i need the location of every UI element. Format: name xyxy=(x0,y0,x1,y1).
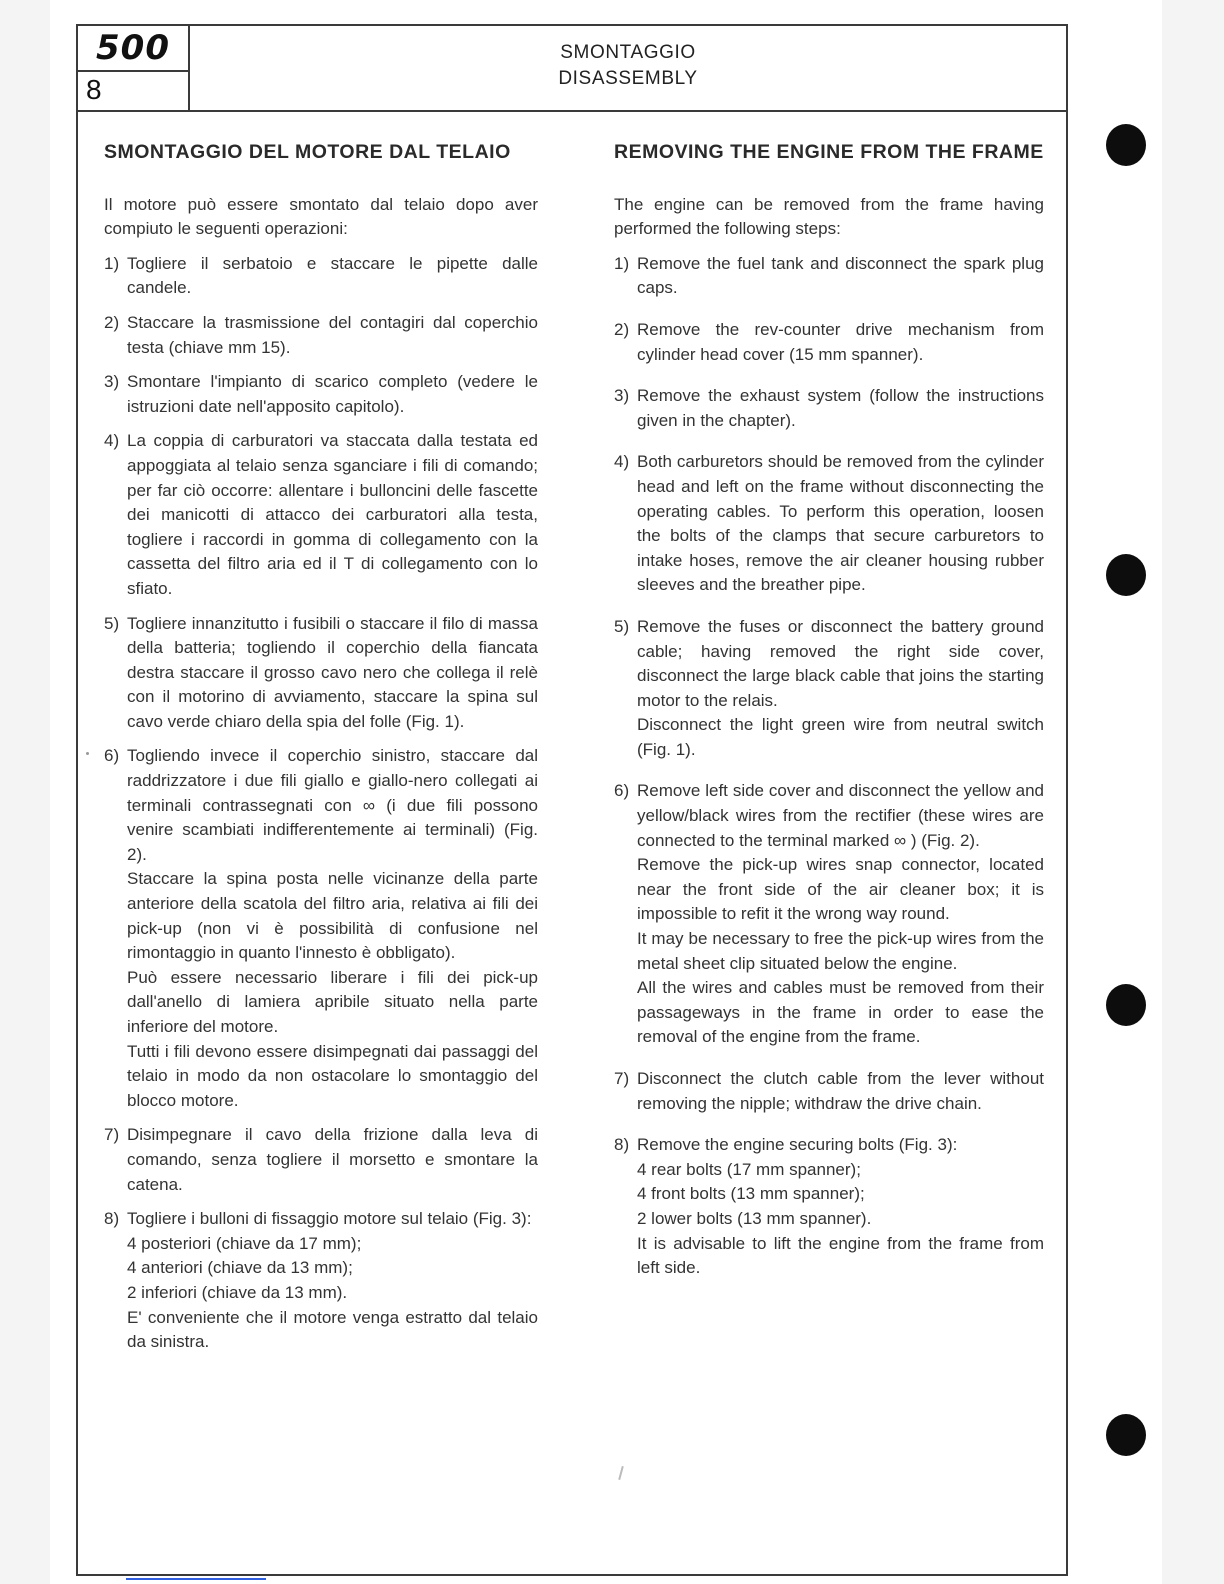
step-number: 4) xyxy=(614,452,630,472)
step-paragraph: All the wires and cables must be removed from their passageways in the frame in order to ease the removal of the engine from the frame. xyxy=(637,978,1044,1047)
step-number: 2) xyxy=(614,319,630,339)
step-body xyxy=(637,450,1044,598)
step-paragraph: 4 posteriori (chiave da 17 mm); xyxy=(127,1233,362,1253)
step-body xyxy=(637,779,1044,1050)
step-number: 8) xyxy=(104,1209,120,1229)
scan-margin-right xyxy=(1162,0,1224,1584)
step-paragraph: Remove the rev-counter drive mechanism from cylinder head cover (15 mm spanner). xyxy=(637,319,1044,364)
step-body xyxy=(127,370,538,419)
header-title-english: DISASSEMBLY xyxy=(558,68,698,89)
step-body xyxy=(637,1133,1044,1281)
step-body xyxy=(127,311,538,360)
step-number: 6) xyxy=(614,781,630,801)
step-paragraph: Tutti i fili devono essere disimpegnati dai passaggi del telaio in modo da non ostacolare lo smontaggio del blocco motore. xyxy=(127,1041,538,1110)
step-paragraph: Togliere il serbatoio e staccare le pipette dalle candele. xyxy=(127,253,538,298)
step-item xyxy=(614,318,1044,367)
step-paragraph: Remove left side cover and disconnect the yellow and yellow/black wires from the rectifier (these wires are connected to the terminal marked ∞ ) (Fig. 2). xyxy=(637,781,1044,850)
step-item xyxy=(104,612,538,735)
step-paragraph: La coppia di carburatori va staccata dalla testata ed appoggiata al telaio senza sganciare i fili di comando; per far ciò occorre: allentare i bulloncini delle fascette dei manicotti di attacco dei carburatori alla testa, togliere i raccordi in gomma di collegamento con la cassetta del filtro aria ed il T di collegamento con lo sfiato. xyxy=(127,431,538,598)
scan-underline xyxy=(126,1578,266,1580)
step-body xyxy=(127,252,538,301)
step-number: 2) xyxy=(104,312,120,332)
step-number: 1) xyxy=(614,253,630,273)
step-paragraph: Remove the fuel tank and disconnect the spark plug caps. xyxy=(637,253,1044,298)
step-paragraph: E' conveniente che il motore venga estratto dal telaio da sinistra. xyxy=(127,1307,538,1352)
english-intro: The engine can be removed from the frame having performed the following steps: xyxy=(614,194,1044,239)
step-paragraph: Togliere innanzitutto i fusibili o staccare il filo di massa della batteria; togliendo il coperchio della fiancata destra staccare il grosso cavo nero che collega il relè con il motorino di avviamento, staccare la spina sul cavo verde chiaro della spia del folle (Fig. 1). xyxy=(127,613,538,731)
step-number: 1) xyxy=(104,253,120,273)
step-paragraph: 4 anteriori (chiave da 13 mm); xyxy=(127,1258,353,1278)
binder-hole xyxy=(1106,984,1146,1026)
step-number: 5) xyxy=(104,613,120,633)
step-item xyxy=(104,1207,538,1355)
step-number: 8) xyxy=(614,1135,630,1155)
step-paragraph: Remove the pick-up wires snap connector, located near the front side of the air cleaner box; it is impossible to refit it the wrong way round. xyxy=(637,855,1044,924)
english-section-title: REMOVING THE ENGINE FROM THE FRAME xyxy=(614,141,1044,163)
step-body xyxy=(127,429,538,601)
step-item xyxy=(614,252,1044,301)
step-item xyxy=(104,429,538,601)
step-number: 6) xyxy=(104,746,120,766)
step-item xyxy=(614,384,1044,433)
step-paragraph: Both carburetors should be removed from the cylinder head and left on the frame without disconnecting the operating cables. To perform this operation, loosen the bolts of the clamps that secure carburetors to intake hoses, remove the air cleaner housing rubber sleeves and the breather pipe. xyxy=(637,452,1044,595)
page-header xyxy=(78,26,1066,112)
step-number: 4) xyxy=(104,431,120,451)
step-item xyxy=(614,1067,1044,1116)
step-number: 5) xyxy=(614,616,630,636)
italian-steps xyxy=(104,252,538,1355)
step-body xyxy=(637,1067,1044,1116)
step-paragraph: Staccare la spina posta nelle vicinanze della parte anteriore della scatola del filtro aria, relativa ai fili dei pick-up (non vi è possibilità di confusione nel rimontaggio in quanto l'innesto è obbligato). xyxy=(127,869,538,963)
step-paragraph: 4 rear bolts (17 mm spanner); xyxy=(637,1159,861,1179)
step-paragraph: 2 lower bolts (13 mm spanner). xyxy=(637,1208,872,1228)
binder-hole xyxy=(1106,554,1146,596)
step-body xyxy=(127,744,538,1113)
step-paragraph: Staccare la trasmissione del contagiri dal coperchio testa (chiave mm 15). xyxy=(127,312,538,357)
step-paragraph: It may be necessary to free the pick-up wires from the metal sheet clip situated below the engine. xyxy=(637,929,1044,973)
step-paragraph: Togliere i bulloni di fissaggio motore sul telaio (Fig. 3): xyxy=(127,1209,532,1229)
step-body xyxy=(637,318,1044,367)
italian-column xyxy=(104,140,538,1365)
step-item xyxy=(614,615,1044,763)
header-title xyxy=(190,40,1066,92)
step-number: 7) xyxy=(104,1125,120,1145)
step-paragraph: Disconnect the clutch cable from the lever without removing the nipple; withdraw the drive chain. xyxy=(637,1069,1044,1113)
step-body xyxy=(637,615,1044,763)
step-paragraph: Remove the fuses or disconnect the battery ground cable; having removed the right side cover, disconnect the large black cable that joins the starting motor to the relais. xyxy=(637,616,1044,710)
step-paragraph: Togliendo invece il coperchio sinistro, staccare dal raddrizzatore i due fili giallo e giallo-nero collegati ai terminali contrassegnati con ∞ (i due fili possono venire scambiati indifferentemente ai terminali) (Fig. 2). xyxy=(127,746,538,864)
scan-dot xyxy=(86,752,89,755)
english-steps xyxy=(614,252,1044,1281)
step-paragraph: Disconnect the light green wire from neutral switch (Fig. 1). xyxy=(637,715,1044,759)
step-body xyxy=(127,1207,538,1355)
italian-intro: Il motore può essere smontato dal telaio dopo aver compiuto le seguenti operazioni: xyxy=(104,194,538,239)
step-number: 3) xyxy=(614,386,630,406)
english-column xyxy=(614,140,1044,1298)
step-body xyxy=(127,1123,538,1197)
step-paragraph: Remove the exhaust system (follow the instructions given in the chapter). xyxy=(637,386,1044,430)
step-paragraph: Disimpegnare il cavo della frizione dalla leva di comando, senza togliere il morsetto e smontare la catena. xyxy=(127,1125,538,1194)
binder-hole xyxy=(1106,1414,1146,1456)
page-number: 8 xyxy=(86,74,102,105)
step-paragraph: 4 front bolts (13 mm spanner); xyxy=(637,1184,865,1204)
step-item xyxy=(104,1123,538,1197)
step-body xyxy=(637,252,1044,301)
logo-box xyxy=(78,26,190,110)
step-item xyxy=(104,744,538,1113)
step-number: 3) xyxy=(104,372,120,392)
page-frame xyxy=(76,24,1068,1576)
step-paragraph: Smontare l'impianto di scarico completo (vedere le istruzioni date nell'apposito capitolo). xyxy=(127,372,538,416)
scan-margin-left xyxy=(0,0,50,1584)
header-title-italian: SMONTAGGIO xyxy=(560,42,696,63)
step-item xyxy=(104,311,538,360)
step-item xyxy=(614,450,1044,598)
step-paragraph: 2 inferiori (chiave da 13 mm). xyxy=(127,1282,348,1302)
step-body xyxy=(637,384,1044,433)
step-paragraph: It is advisable to lift the engine from the frame from left side. xyxy=(637,1233,1044,1278)
step-paragraph: Remove the engine securing bolts (Fig. 3): xyxy=(637,1135,958,1155)
step-item xyxy=(614,779,1044,1050)
binder-hole xyxy=(1106,124,1146,166)
step-item xyxy=(104,370,538,419)
step-paragraph: Può essere necessario liberare i fili dei pick-up dall'anello di lamiera apribile situato nella parte inferiore del motore. xyxy=(127,967,538,1036)
model-logo: 500 xyxy=(78,26,188,72)
step-item xyxy=(614,1133,1044,1281)
step-number: 7) xyxy=(614,1069,630,1088)
step-item xyxy=(104,252,538,301)
italian-section-title: SMONTAGGIO DEL MOTORE DAL TELAIO xyxy=(104,141,511,163)
step-body xyxy=(127,612,538,735)
